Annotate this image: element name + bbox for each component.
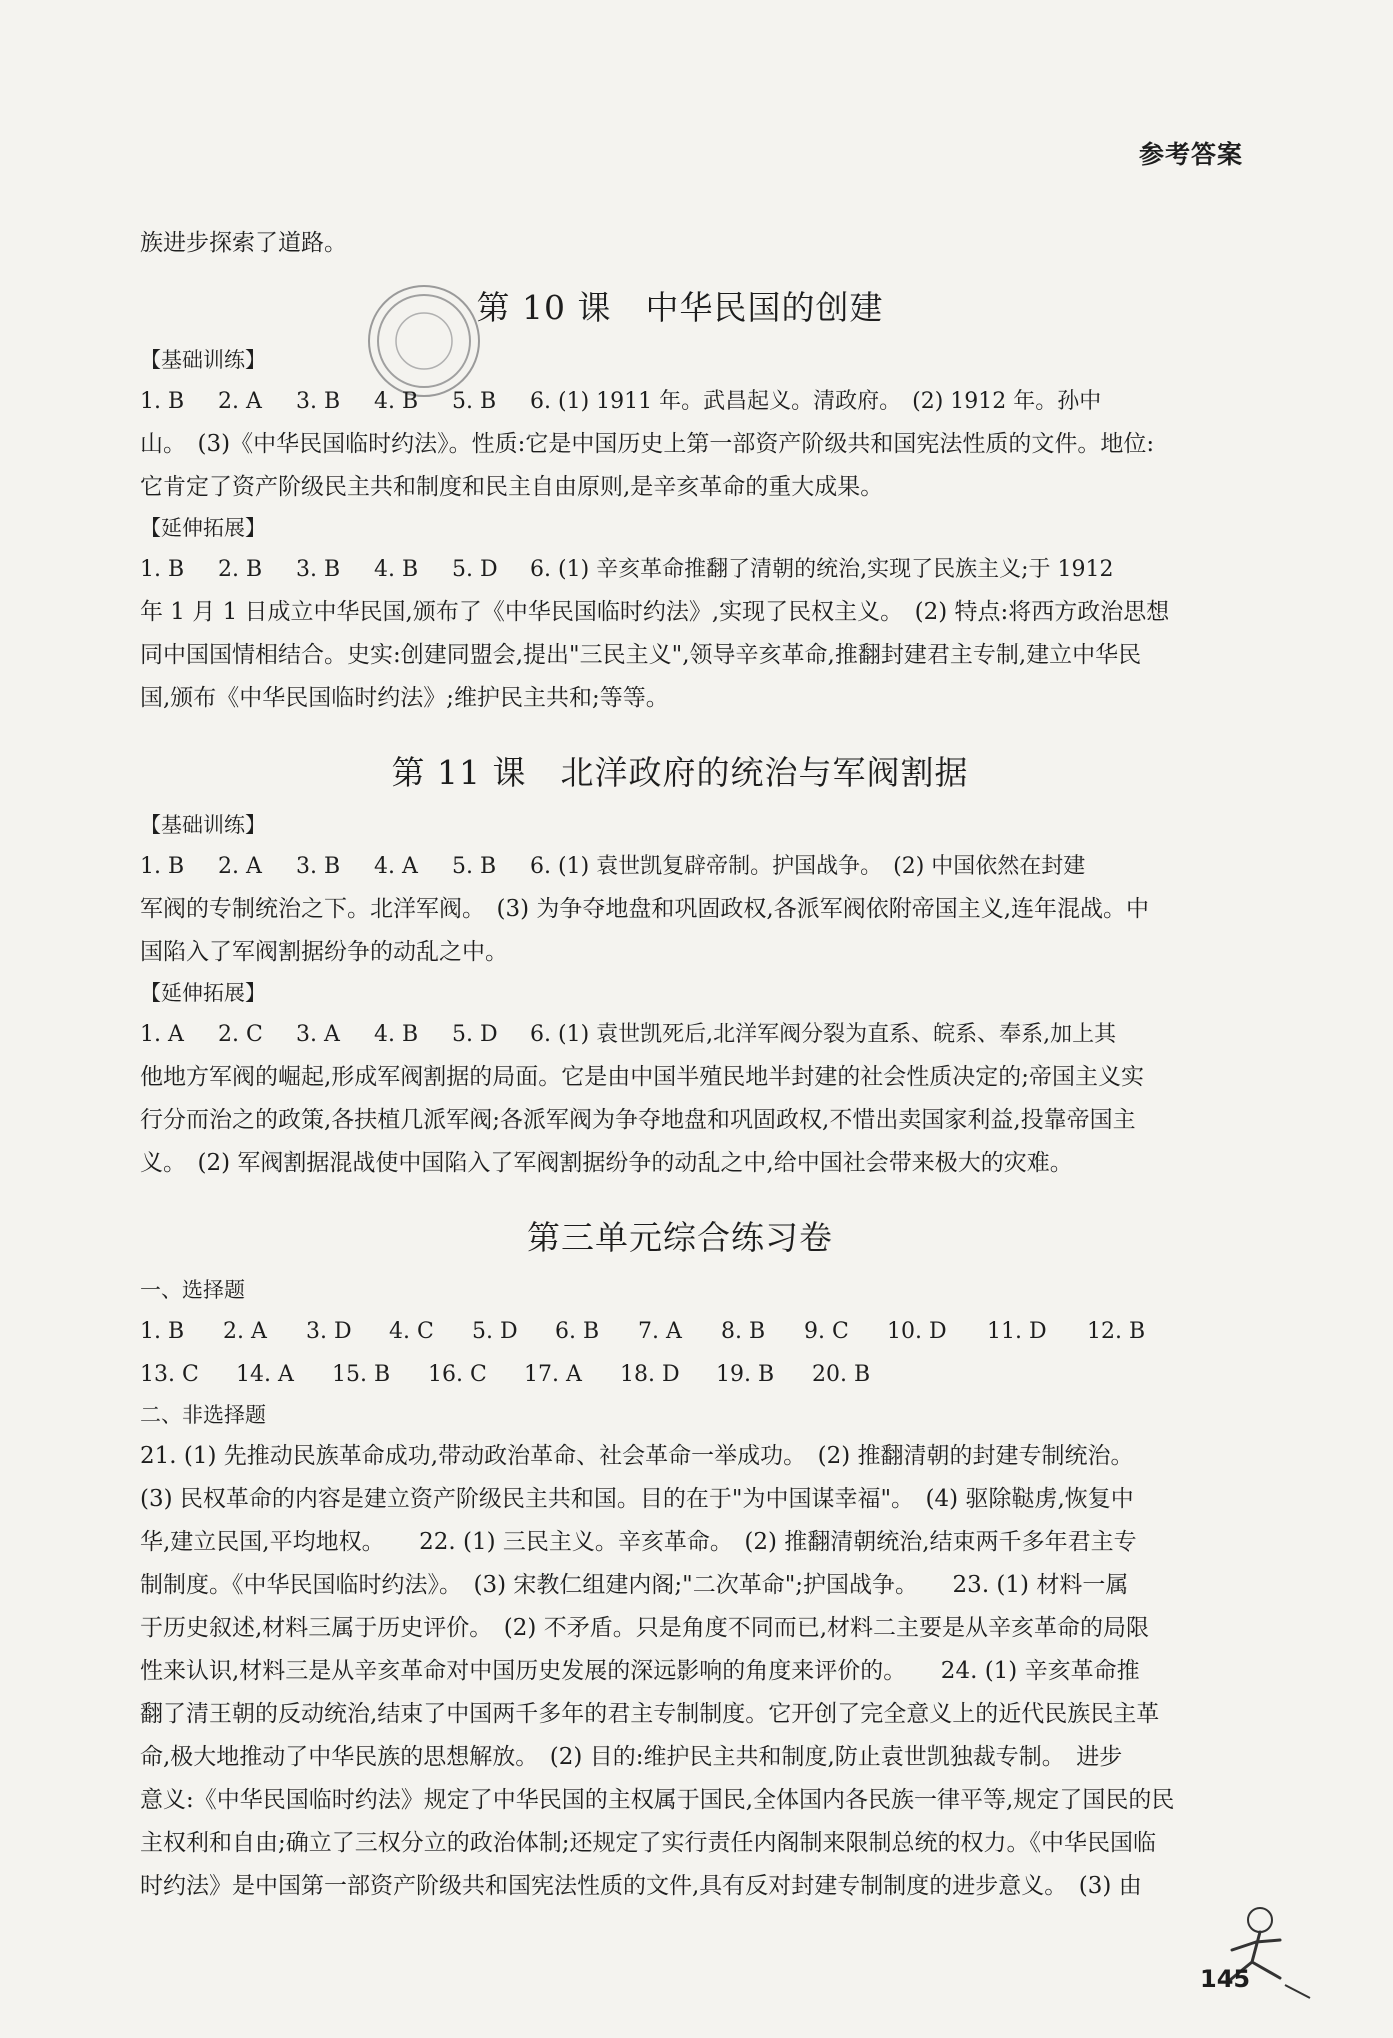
text-line: (3) 民权革命的内容是建立资产阶级民主共和国。目的在于"为中国谋幸福"。 (4) 驱除鞑虏,恢复中 [140, 1486, 1134, 1512]
lesson10-basic-label: 【基础训练】 [140, 348, 266, 372]
text-line: 山。 (3)《中华民国临时约法》。性质:它是中国历史上第一部资产阶级共和国宪法性质的文件。地位: [140, 431, 1155, 457]
answer-item: 11. D [987, 1319, 1047, 1344]
answer-q6: 6. (1) 辛亥革命推翻了清朝的统治,实现了民族主义;于 1912 [530, 557, 1114, 582]
text-line: 它肯定了资产阶级民主共和制度和民主自由原则,是辛亥革命的重大成果。 [140, 474, 884, 500]
text-line: 行分而治之的政策,各扶植几派军阀;各派军阀为争夺地盘和巩固政权,不惜出卖国家利益,投靠帝国主 [140, 1107, 1136, 1133]
intro-line: 族进步探索了道路。 [140, 230, 347, 256]
answer-item: 1. B [140, 389, 185, 414]
text-line: 制制度。《中华民国临时约法》。 (3) 宋教仁组建内阁;"二次革命";护国战争。 23. (1) 材料一属 [140, 1572, 1129, 1598]
answer-item: 3. A [296, 1022, 340, 1047]
answer-item: 14. A [236, 1362, 294, 1387]
answer-item: 16. C [428, 1362, 487, 1387]
answer-item: 3. D [306, 1319, 352, 1344]
answer-item: 12. B [1087, 1319, 1146, 1344]
answer-item: 4. C [389, 1319, 434, 1344]
answer-item: 5. B [452, 389, 497, 414]
text-line: 华,建立民国,平均地权。 22. (1) 三民主义。辛亥革命。 (2) 推翻清朝统治,结束两千多年君主专 [140, 1529, 1137, 1555]
unit3-answers-row1 [140, 1310, 1220, 1353]
answer-item: 3. B [296, 557, 341, 582]
answer-item: 4. B [374, 389, 419, 414]
text-line: 国陷入了军阀割据纷争的动乱之中。 [140, 939, 508, 965]
answer-item: 2. B [218, 557, 263, 582]
unit3-answers-row2 [140, 1353, 1220, 1396]
answer-item: 2. A [218, 854, 262, 879]
lesson11-basic-answers [140, 845, 1220, 888]
text-line: 性来认识,材料三是从辛亥革命对中国历史发展的深远影响的角度来评价的。 24. (1) 辛亥革命推 [140, 1658, 1140, 1684]
answer-item: 1. B [140, 854, 185, 879]
answer-q6: 6. (1) 袁世凯死后,北洋军阀分裂为直系、皖系、奉系,加上其 [530, 1022, 1117, 1047]
lesson10-title: 第 10 课 中华民国的创建 [476, 288, 884, 327]
text-line: 他地方军阀的崛起,形成军阀割据的局面。它是由中国半殖民地半封建的社会性质决定的;帝国主义实 [140, 1064, 1145, 1090]
answer-item: 1. A [140, 1022, 184, 1047]
header-label: 参考答案 [1138, 140, 1243, 169]
answer-item: 5. D [452, 557, 498, 582]
answer-item: 10. D [887, 1319, 947, 1344]
lesson11-title: 第 11 课 北洋政府的统治与军阀割据 [391, 753, 969, 792]
answer-item: 1. B [140, 557, 185, 582]
answer-item: 18. D [620, 1362, 680, 1387]
answer-item: 4. A [374, 854, 418, 879]
answer-item: 19. B [716, 1362, 775, 1387]
lesson10-ext-answers [140, 548, 1220, 591]
answer-item: 3. B [296, 389, 341, 414]
lesson10-basic-answers [140, 380, 1220, 423]
answer-item: 5. D [452, 1022, 498, 1047]
lesson11-ext-answers [140, 1013, 1220, 1056]
answer-item: 2. C [218, 1022, 263, 1047]
text-line: 命,极大地推动了中华民族的思想解放。 (2) 目的:维护民主共和制度,防止袁世凯独裁专制。 进步 [140, 1744, 1123, 1770]
text-line: 年 1 月 1 日成立中华民国,颁布了《中华民国临时约法》,实现了民权主义。 (2) 特点:将西方政治思想 [140, 599, 1170, 625]
text-line: 军阀的专制统治之下。北洋军阀。 (3) 为争夺地盘和巩固政权,各派军阀依附帝国主义,连年混战。中 [140, 896, 1150, 922]
runner-illustration-icon [1190, 1900, 1320, 2010]
unit3-part2-label: 二、非选择题 [140, 1403, 266, 1427]
text-line: 同中国国情相结合。史实:创建同盟会,提出"三民主义",领导辛亥革命,推翻封建君主专制,建立中华民 [140, 642, 1142, 668]
answer-item: 2. A [218, 389, 262, 414]
text-line: 于历史叙述,材料三属于历史评价。 (2) 不矛盾。只是角度不同而已,材料二主要是从辛亥革命的局限 [140, 1615, 1150, 1641]
answer-item: 20. B [812, 1362, 871, 1387]
answer-item: 4. B [374, 557, 419, 582]
text-line: 义。 (2) 军阀割据混战使中国陷入了军阀割据纷争的动乱之中,给中国社会带来极大的灾难。 [140, 1150, 1073, 1176]
answer-item: 4. B [374, 1022, 419, 1047]
answer-item: 8. B [721, 1319, 766, 1344]
answer-item: 1. B [140, 1319, 185, 1344]
main-content [140, 222, 1220, 1908]
answer-item: 6. B [555, 1319, 600, 1344]
lesson10-ext-label: 【延伸拓展】 [140, 516, 266, 540]
text-line: 时约法》是中国第一部资产阶级共和国宪法性质的文件,具有反对封建专制制度的进步意义。 (3) 由 [140, 1873, 1142, 1899]
text-line: 翻了清王朝的反动统治,结束了中国两千多年的君主专制制度。它开创了完全意义上的近代民族民主革 [140, 1701, 1160, 1727]
answer-item: 3. B [296, 854, 341, 879]
answer-item: 7. A [638, 1319, 682, 1344]
answer-item: 9. C [804, 1319, 849, 1344]
text-line: 国,颁布《中华民国临时约法》;维护民主共和;等等。 [140, 685, 669, 711]
lesson11-ext-label: 【延伸拓展】 [140, 981, 266, 1005]
text-line: 意义:《中华民国临时约法》规定了中华民国的主权属于国民,全体国内各民族一律平等,规定了国民的民 [140, 1787, 1175, 1813]
answer-item: 13. C [140, 1362, 199, 1387]
answer-item: 15. B [332, 1362, 391, 1387]
text-line: 主权利和自由;确立了三权分立的政治体制;还规定了实行责任内阁制来限制总统的权力。《中华民国临 [140, 1830, 1156, 1856]
answer-item: 17. A [524, 1362, 582, 1387]
lesson11-basic-label: 【基础训练】 [140, 813, 266, 837]
unit3-part1-label: 一、选择题 [140, 1278, 245, 1302]
text-line: 21. (1) 先推动民族革命成功,带动政治革命、社会革命一举成功。 (2) 推翻清朝的封建专制统治。 [140, 1443, 1134, 1469]
answer-item: 5. B [452, 854, 497, 879]
answer-q6: 6. (1) 袁世凯复辟帝制。护国战争。 (2) 中国依然在封建 [530, 854, 1086, 879]
answer-item: 2. A [223, 1319, 267, 1344]
page-number: 145 [1200, 1965, 1251, 1993]
answer-q6: 6. (1) 1911 年。武昌起义。清政府。 (2) 1912 年。孙中 [530, 389, 1102, 414]
unit3-title: 第三单元综合练习卷 [527, 1218, 833, 1257]
answer-item: 5. D [472, 1319, 518, 1344]
